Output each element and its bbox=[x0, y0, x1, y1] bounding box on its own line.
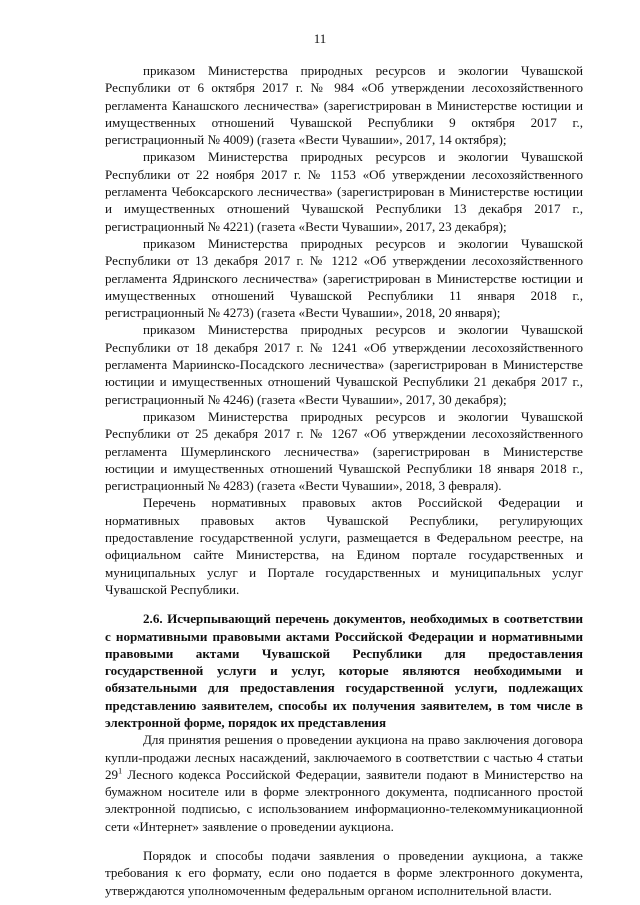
auction-text-start: Для принятия решения о проведении аукциона на право заключения договора купли-продажи лесных насаждений, заключаемого в соответствии с частью 4 статьи 29 bbox=[105, 732, 583, 782]
page-number: 11 bbox=[313, 31, 327, 46]
application-procedure-paragraph: Порядок и способы подачи заявления о проведении аукциона, а также требования к его формату, если оно подается в форме электронного документа, утверждаются уполномоченным федеральным органом исполнительной власти. bbox=[105, 848, 583, 898]
document-body bbox=[105, 62, 583, 899]
order-paragraph-shumerlya: приказом Министерства природных ресурсов и экологии Чувашской Республики от 25 декабря 2017 г. № 1267 «Об утверждении лесохозяйственного регламента Шумерлинского лесничества» (зарегистрирован в Министерстве юстиции и имущественных отношений Чувашской Республики 18 января 2018 г., регистрационный № 4283) (газета «Вести Чувашии», 2018, 3 февраля). bbox=[105, 408, 583, 494]
regulations-list-paragraph: Перечень нормативных правовых актов Российской Федерации и нормативных правовых актов Чувашской Республики, регулирующих предоставление государственной услуги, размещается в Федеральном реестре, на официальном сайте Министерства, на Едином портале государственных и муниципальных услуг и Портале государственных и муниципальных услуг Чувашской Республики. bbox=[105, 495, 583, 597]
auction-text-end: Лесного кодекса Российской Федерации, заявители подают в Министерство на бумажном носителе или в форме электронного документа, подписанного простой электронной подписью, с использованием информационно-телекоммуникационной сети «Интернет» заявление о проведении аукциона. bbox=[105, 766, 583, 834]
order-paragraph-yadrin: приказом Министерства природных ресурсов и экологии Чувашской Республики от 13 декабря 2017 г. № 1212 «Об утверждении лесохозяйственного регламента Ядринского лесничества» (зарегистрирован в Министерстве юстиции и имущественных отношений Чувашской Республики 11 января 2018 г., регистрационный № 4273) (газета «Вести Чувашии», 2018, 20 января); bbox=[105, 235, 583, 321]
order-paragraph-kanash: приказом Министерства природных ресурсов и экологии Чувашской Республики от 6 октября 2017 г. № 984 «Об утверждении лесохозяйственного регламента Канашского лесничества» (зарегистрирован в Министерстве юстиции и имущественных отношений Чувашской Республики 9 октября 2017 г., регистрационный № 4009) (газета «Вести Чувашии», 2017, 14 октября); bbox=[105, 63, 583, 148]
order-paragraph-mariinsky-posad: приказом Министерства природных ресурсов и экологии Чувашской Республики от 18 декабря 2017 г. № 1241 «Об утверждении лесохозяйственного регламента Мариинско-Посадского лесничества» (зарегистрирован в Министерстве юстиции и имущественных отношений Чувашской Республики 21 декабря 2017 г., регистрационный № 4246) (газета «Вести Чувашии», 2017, 30 декабря); bbox=[105, 322, 583, 407]
auction-application-paragraph bbox=[105, 731, 583, 835]
order-paragraph-cheboksary: приказом Министерства природных ресурсов и экологии Чувашской Республики от 22 ноября 2017 г. № 1153 «Об утверждении лесохозяйственного регламента Чебоксарского лесничества» (зарегистрирован в Министерстве юстиции и имущественных отношений Чувашской Республики 13 декабря 2017 г., регистрационный № 4221) (газета «Вести Чувашии», 2017, 23 декабря); bbox=[105, 149, 583, 234]
section-heading-2-6: 2.6. Исчерпывающий перечень документов, необходимых в соответствии с нормативными правовыми актами Российской Федерации и нормативными правовыми актами Чувашской Республики для предоставления государственной услуги и услуг, которые являются необходимыми и обязательными для предоставления государственной услуги, подлежащих представлению заявителем, способы их получения заявителем, в том числе в электронной форме, порядок их представления bbox=[105, 611, 583, 730]
article-superscript: 1 bbox=[118, 766, 123, 776]
